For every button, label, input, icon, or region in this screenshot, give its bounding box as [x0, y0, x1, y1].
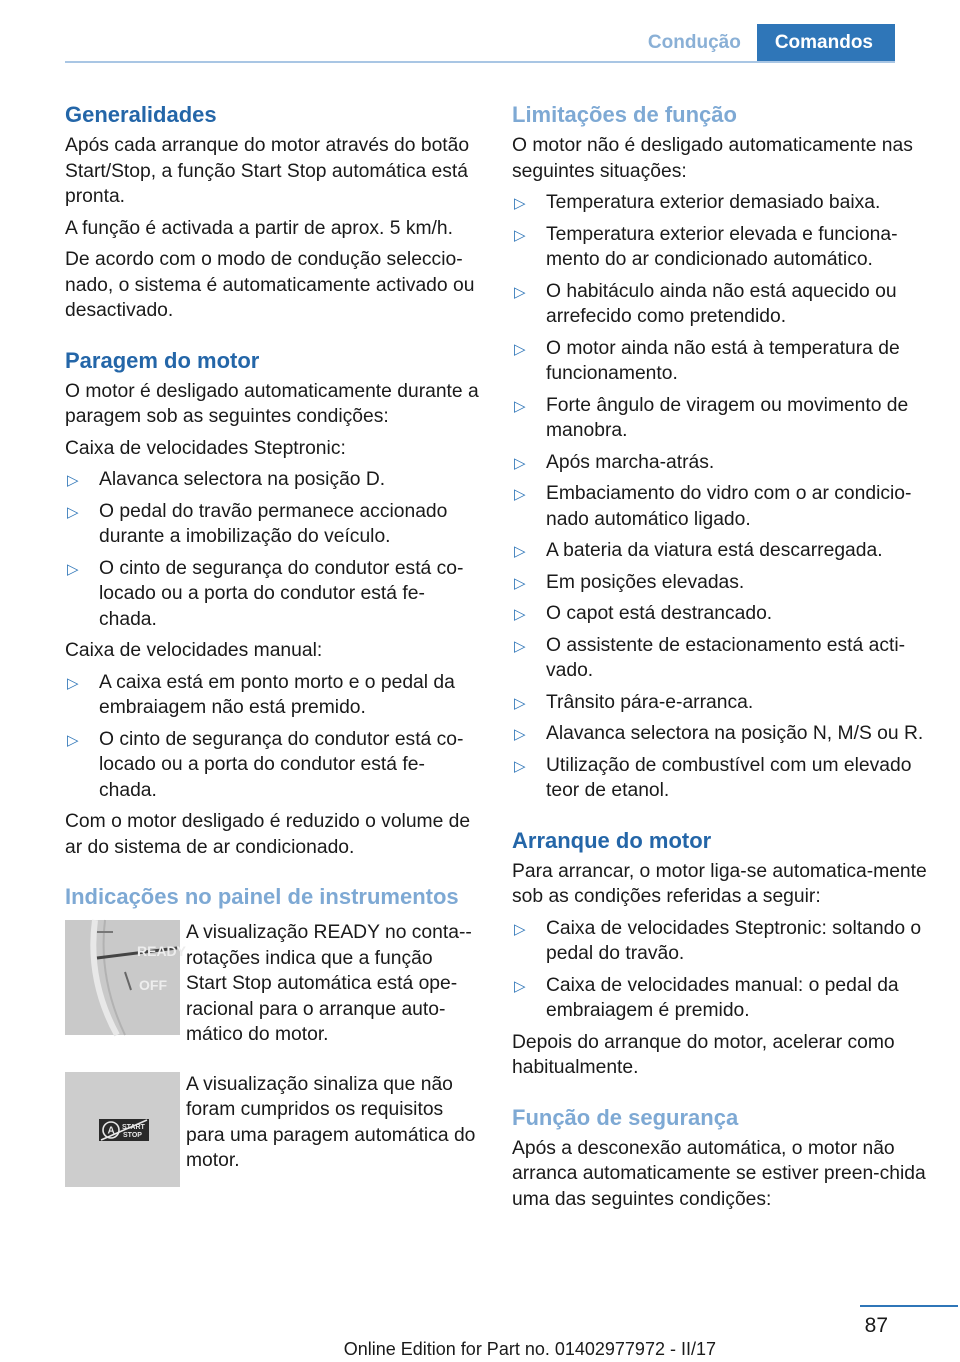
list-item: ▷ A caixa está em ponto morto e o pedal da embraiagem não está premido. [67, 671, 455, 718]
list-item: ▷ Alavanca selectora na posição N, M/S ou R. [512, 721, 927, 747]
triangle-bullet-icon: ▷ [514, 757, 526, 775]
steptronic-label: Caixa de velocidades Steptronic: [65, 437, 346, 459]
heading-indicacoes: Indicações no painel de instrumentos [65, 884, 459, 909]
paragraph: Após cada arranque do motor através do botão Start/Stop, a função Start Stop automática está pronta. [65, 135, 470, 207]
footer-edition: Online Edition for Part no. 01402977972 - II/17 [343, 1339, 716, 1359]
list-item: ▷ O cinto de segurança do condutor está co-locado ou a porta do condutor está fe-chada. [67, 728, 464, 801]
list-item: ▷ Caixa de velocidades Steptronic: soltando o pedal do travão. [514, 917, 922, 964]
figure-start-stop [65, 1072, 480, 1187]
triangle-bullet-icon: ▷ [514, 454, 526, 472]
triangle-bullet-icon: ▷ [514, 726, 526, 743]
page-number: 87 [864, 1314, 888, 1337]
header-tabs [632, 24, 895, 62]
triangle-bullet-icon: ▷ [67, 503, 79, 521]
left-column [65, 100, 480, 1187]
paragraph: De acordo com o modo de condução seleccio-nado, o sistema é automaticamente activado ou desactivado. [65, 249, 475, 321]
list-item: ▷ O cinto de segurança do condutor está co-locado ou a porta do condutor está fe-chada. [67, 557, 464, 630]
triangle-bullet-icon: ▷ [514, 397, 526, 415]
heading-generalidades: Generalidades [65, 102, 217, 127]
triangle-bullet-icon: ▷ [514, 637, 526, 655]
paragraph: Com o motor desligado é reduzido o volume de ar do sistema de ar condicionado. [65, 811, 471, 858]
heading-paragem: Paragem do motor [65, 347, 260, 373]
ready-display-image [65, 920, 187, 1035]
triangle-bullet-icon: ▷ [67, 674, 79, 692]
triangle-bullet-icon: ▷ [514, 543, 526, 560]
figure-ready [65, 920, 480, 1048]
triangle-bullet-icon: ▷ [67, 560, 79, 578]
paragraph: Após a desconexão automática, o motor não arranca automaticamente se estiver preen-chida uma das seguintes condições: [512, 1137, 926, 1210]
heading-seguranca: Função de segurança [512, 1104, 739, 1130]
triangle-bullet-icon: ▷ [514, 977, 526, 995]
svg-text:START: START [122, 1123, 145, 1131]
list-item: ▷ Utilização de combustível com um elevado teor de etanol. [514, 754, 912, 801]
start-stop-indicator-image [65, 1072, 180, 1187]
paragraph: Para arrancar, o motor liga-se automatica-mente sob as condições referidas a seguir: [512, 860, 927, 907]
list-item: ▷ Forte ângulo de viragem ou movimento de manobra. [514, 394, 909, 441]
triangle-bullet-icon: ▷ [67, 472, 79, 489]
figure-caption: A visualização READY no conta--rotações indica que a função Start Stop automática está ope-racional para o arranque auto-mático do motor. [186, 922, 472, 1045]
figure-caption: A visualização sinaliza que não foram cumpridos os requisitos para uma paragem automática do motor. [186, 1073, 476, 1171]
list-item: ▷ Alavanca selectora na posição D. [65, 467, 480, 493]
triangle-bullet-icon: ▷ [514, 283, 526, 301]
limitations-list [512, 190, 927, 804]
start-conditions-list [512, 916, 927, 1024]
right-column [512, 100, 927, 1218]
triangle-bullet-icon: ▷ [514, 574, 526, 592]
paragraph: A função é activada a partir de aprox. 5 km/h. [65, 217, 453, 239]
triangle-bullet-icon: ▷ [514, 920, 526, 938]
manual-label: Caixa de velocidades manual: [65, 640, 323, 661]
list-item: ▷ O motor ainda não está à temperatura de funcionamento. [514, 337, 900, 384]
svg-text:READY: READY [137, 943, 187, 959]
tachometer-icon [65, 920, 187, 1035]
paragraph: Depois do arranque do motor, acelerar como habitualmente. [512, 1031, 895, 1078]
list-item: ▷ O pedal do travão permanece accionado durante a imobilização do veículo. [67, 500, 448, 547]
list-item: ▷ Em posições elevadas. [512, 570, 927, 596]
list-item: ▷ O habitáculo ainda não está aquecido ou arrefecido como pretendido. [514, 280, 897, 327]
svg-text:A: A [107, 1125, 115, 1136]
triangle-bullet-icon: ▷ [514, 340, 526, 358]
svg-text:STOP: STOP [123, 1131, 142, 1139]
triangle-bullet-icon: ▷ [514, 195, 526, 212]
list-item: ▷ Após marcha-atrás. [512, 450, 927, 476]
auto-start-stop-icon [65, 1072, 180, 1187]
paragraph: O motor não é desligado automaticamente nas seguintes situações: [512, 135, 913, 182]
section-tab: Condução [647, 32, 741, 53]
paragraph: O motor é desligado automaticamente durante a paragem sob as seguintes condições: [65, 380, 479, 427]
chapter-tab: Comandos [757, 24, 895, 62]
list-item: ▷ A bateria da viatura está descarregada. [512, 538, 927, 564]
manual-list [65, 670, 480, 804]
triangle-bullet-icon: ▷ [514, 694, 526, 712]
footer-rule [860, 1305, 958, 1307]
list-item: ▷ Caixa de velocidades manual: o pedal da embraiagem é premido. [514, 974, 899, 1021]
list-item: ▷ Temperatura exterior elevada e funciona-mento do ar condicionado automático. [514, 223, 898, 270]
list-item: ▷ Temperatura exterior demasiado baixa. [512, 190, 927, 216]
triangle-bullet-icon: ▷ [514, 606, 526, 623]
header-rule [65, 61, 895, 63]
triangle-bullet-icon: ▷ [514, 486, 526, 503]
triangle-bullet-icon: ▷ [67, 731, 79, 749]
steptronic-list [65, 467, 480, 632]
heading-limitacoes: Limitações de função [512, 102, 737, 127]
list-item: ▷ O assistente de estacionamento está acti-vado. [514, 634, 906, 681]
heading-arranque: Arranque do motor [512, 827, 712, 853]
svg-text:OFF: OFF [139, 977, 167, 993]
list-item: ▷ O capot está destrancado. [512, 601, 927, 627]
triangle-bullet-icon: ▷ [514, 226, 526, 244]
list-item: ▷ Embaciamento do vidro com o ar condicio-nado automático ligado. [514, 483, 912, 530]
list-item: ▷ Trânsito pára-e-arranca. [512, 690, 927, 716]
